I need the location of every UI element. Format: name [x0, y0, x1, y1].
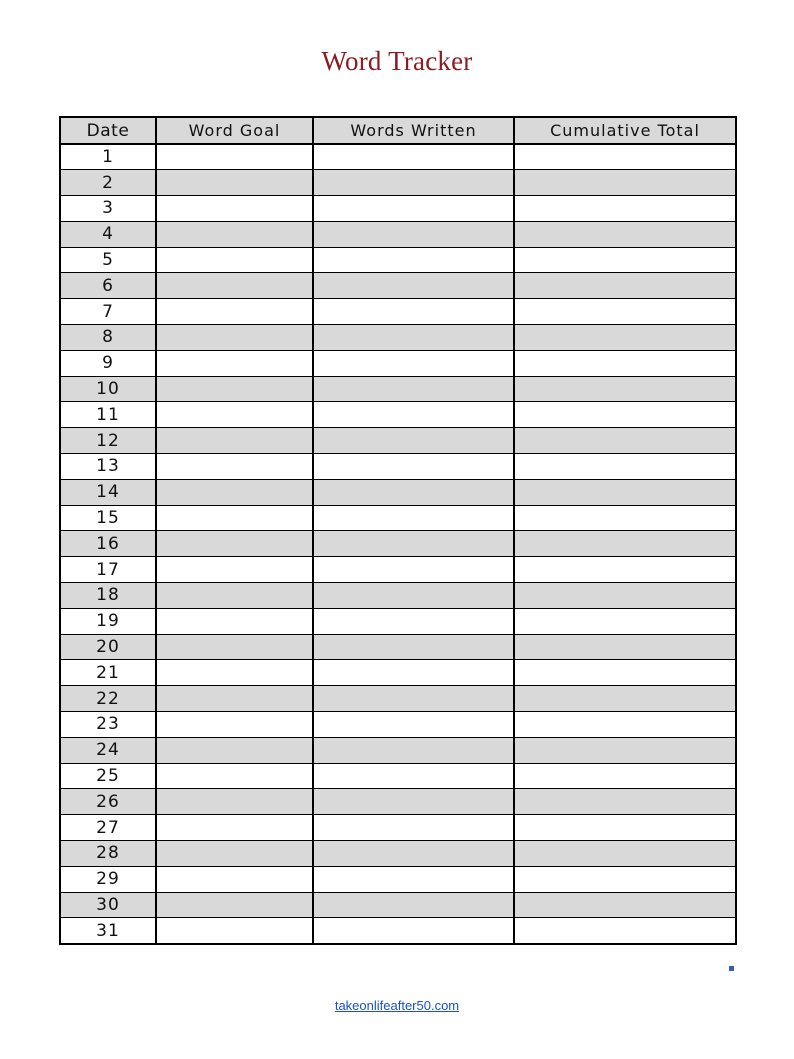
words-written-cell[interactable]: [313, 144, 514, 170]
date-cell: 31: [60, 918, 156, 944]
page-title: Word Tracker: [321, 46, 473, 76]
cumulative-total-cell[interactable]: [514, 299, 736, 325]
word-goal-cell[interactable]: [156, 557, 313, 583]
word-goal-cell[interactable]: [156, 841, 313, 867]
table-row: [60, 583, 736, 609]
cumulative-total-cell[interactable]: [514, 325, 736, 351]
table-row: [60, 454, 736, 480]
cumulative-total-cell[interactable]: [514, 815, 736, 841]
word-goal-cell[interactable]: [156, 660, 313, 686]
date-cell: 16: [60, 531, 156, 557]
table-row: [60, 608, 736, 634]
cumulative-total-cell[interactable]: [514, 221, 736, 247]
words-written-cell[interactable]: [313, 376, 514, 402]
date-cell: 6: [60, 273, 156, 299]
words-written-cell[interactable]: [313, 866, 514, 892]
table-row: [60, 686, 736, 712]
cumulative-total-cell[interactable]: [514, 531, 736, 557]
date-cell: 15: [60, 505, 156, 531]
words-written-cell[interactable]: [313, 583, 514, 609]
date-cell: 1: [60, 144, 156, 170]
words-written-cell[interactable]: [313, 789, 514, 815]
cumulative-total-cell[interactable]: [514, 505, 736, 531]
words-written-cell[interactable]: [313, 273, 514, 299]
date-cell: 21: [60, 660, 156, 686]
date-cell: 13: [60, 454, 156, 480]
word-goal-cell[interactable]: [156, 144, 313, 170]
word-goal-cell[interactable]: [156, 866, 313, 892]
date-cell: 5: [60, 247, 156, 273]
cumulative-total-cell[interactable]: [514, 196, 736, 222]
cumulative-total-cell[interactable]: [514, 918, 736, 944]
cumulative-total-cell[interactable]: [514, 454, 736, 480]
table-row: [60, 325, 736, 351]
words-written-cell[interactable]: [313, 196, 514, 222]
cumulative-total-cell[interactable]: [514, 660, 736, 686]
date-cell: 24: [60, 737, 156, 763]
words-written-cell[interactable]: [313, 505, 514, 531]
table-resize-handle: [729, 966, 734, 971]
cumulative-total-cell[interactable]: [514, 583, 736, 609]
words-written-cell[interactable]: [313, 479, 514, 505]
cumulative-total-cell[interactable]: [514, 144, 736, 170]
table-row: [60, 815, 736, 841]
word-goal-cell[interactable]: [156, 918, 313, 944]
date-cell: 25: [60, 763, 156, 789]
words-written-cell[interactable]: [313, 660, 514, 686]
word-goal-cell[interactable]: [156, 402, 313, 428]
word-goal-cell[interactable]: [156, 608, 313, 634]
cumulative-total-cell[interactable]: [514, 634, 736, 660]
word-goal-cell[interactable]: [156, 325, 313, 351]
words-written-cell[interactable]: [313, 350, 514, 376]
table-row: [60, 170, 736, 196]
table-row: [60, 531, 736, 557]
words-written-cell[interactable]: [313, 221, 514, 247]
date-cell: 7: [60, 299, 156, 325]
footer-website-link[interactable]: takeonlifeafter50.com: [334, 998, 460, 1013]
words-written-cell[interactable]: [313, 892, 514, 918]
table-row: [60, 634, 736, 660]
word-goal-cell[interactable]: [156, 686, 313, 712]
table-row: [60, 918, 736, 944]
date-cell: 3: [60, 196, 156, 222]
word-goal-cell[interactable]: [156, 350, 313, 376]
word-goal-cell[interactable]: [156, 454, 313, 480]
words-written-cell[interactable]: [313, 454, 514, 480]
column-header-cumulative-total: Cumulative Total: [514, 117, 736, 144]
table-row: [60, 221, 736, 247]
cumulative-total-cell[interactable]: [514, 350, 736, 376]
cumulative-total-cell[interactable]: [514, 712, 736, 738]
date-cell: 14: [60, 479, 156, 505]
words-written-cell[interactable]: [313, 918, 514, 944]
date-cell: 18: [60, 583, 156, 609]
words-written-cell[interactable]: [313, 634, 514, 660]
column-header-word-goal: Word Goal: [156, 117, 313, 144]
cumulative-total-cell[interactable]: [514, 247, 736, 273]
words-written-cell[interactable]: [313, 170, 514, 196]
date-cell: 2: [60, 170, 156, 196]
cumulative-total-cell[interactable]: [514, 686, 736, 712]
word-goal-cell[interactable]: [156, 815, 313, 841]
word-goal-cell[interactable]: [156, 583, 313, 609]
word-goal-cell[interactable]: [156, 789, 313, 815]
words-written-cell[interactable]: [313, 763, 514, 789]
word-goal-cell[interactable]: [156, 505, 313, 531]
table-row: [60, 789, 736, 815]
words-written-cell[interactable]: [313, 608, 514, 634]
words-written-cell[interactable]: [313, 712, 514, 738]
table-body: [60, 144, 736, 944]
table-row: [60, 273, 736, 299]
date-cell: 27: [60, 815, 156, 841]
cumulative-total-cell[interactable]: [514, 170, 736, 196]
word-goal-cell[interactable]: [156, 737, 313, 763]
word-goal-cell[interactable]: [156, 428, 313, 454]
word-goal-cell[interactable]: [156, 531, 313, 557]
date-cell: 17: [60, 557, 156, 583]
words-written-cell[interactable]: [313, 557, 514, 583]
date-cell: 4: [60, 221, 156, 247]
date-cell: 9: [60, 350, 156, 376]
words-written-cell[interactable]: [313, 247, 514, 273]
words-written-cell[interactable]: [313, 737, 514, 763]
words-written-cell[interactable]: [313, 531, 514, 557]
words-written-cell[interactable]: [313, 299, 514, 325]
table-row: [60, 247, 736, 273]
date-cell: 10: [60, 376, 156, 402]
table-row: [60, 505, 736, 531]
table-row: [60, 479, 736, 505]
date-cell: 20: [60, 634, 156, 660]
cumulative-total-cell[interactable]: [514, 789, 736, 815]
words-written-cell[interactable]: [313, 325, 514, 351]
words-written-cell[interactable]: [313, 815, 514, 841]
cumulative-total-cell[interactable]: [514, 273, 736, 299]
word-goal-cell[interactable]: [156, 479, 313, 505]
word-goal-cell[interactable]: [156, 299, 313, 325]
cumulative-total-cell[interactable]: [514, 608, 736, 634]
date-cell: 19: [60, 608, 156, 634]
table-row: [60, 737, 736, 763]
word-goal-cell[interactable]: [156, 892, 313, 918]
cumulative-total-cell[interactable]: [514, 737, 736, 763]
table-header-row: [60, 117, 736, 144]
word-goal-cell[interactable]: [156, 763, 313, 789]
word-goal-cell[interactable]: [156, 376, 313, 402]
date-cell: 26: [60, 789, 156, 815]
table-row: [60, 196, 736, 222]
words-written-cell[interactable]: [313, 841, 514, 867]
words-written-cell[interactable]: [313, 686, 514, 712]
table-row: [60, 350, 736, 376]
table-row: [60, 712, 736, 738]
word-goal-cell[interactable]: [156, 196, 313, 222]
date-cell: 22: [60, 686, 156, 712]
table-row: [60, 428, 736, 454]
table-row: [60, 376, 736, 402]
table-row: [60, 402, 736, 428]
cumulative-total-cell[interactable]: [514, 841, 736, 867]
cumulative-total-cell[interactable]: [514, 376, 736, 402]
word-goal-cell[interactable]: [156, 247, 313, 273]
cumulative-total-cell[interactable]: [514, 557, 736, 583]
cumulative-total-cell[interactable]: [514, 479, 736, 505]
table-row: [60, 660, 736, 686]
table-row: [60, 763, 736, 789]
date-cell: 23: [60, 712, 156, 738]
date-cell: 28: [60, 841, 156, 867]
cumulative-total-cell[interactable]: [514, 428, 736, 454]
word-goal-cell[interactable]: [156, 221, 313, 247]
table-row: [60, 866, 736, 892]
cumulative-total-cell[interactable]: [514, 402, 736, 428]
table-row: [60, 841, 736, 867]
table-row: [60, 299, 736, 325]
date-cell: 29: [60, 866, 156, 892]
column-header-words-written: Words Written: [313, 117, 514, 144]
cumulative-total-cell[interactable]: [514, 866, 736, 892]
table-row: [60, 892, 736, 918]
word-tracker-table: [59, 116, 737, 945]
table-row: [60, 144, 736, 170]
date-cell: 8: [60, 325, 156, 351]
word-goal-cell[interactable]: [156, 634, 313, 660]
cumulative-total-cell[interactable]: [514, 892, 736, 918]
word-goal-cell[interactable]: [156, 712, 313, 738]
table-row: [60, 557, 736, 583]
date-cell: 12: [60, 428, 156, 454]
cumulative-total-cell[interactable]: [514, 763, 736, 789]
words-written-cell[interactable]: [313, 428, 514, 454]
column-header-date: Date: [60, 117, 156, 144]
word-goal-cell[interactable]: [156, 170, 313, 196]
word-goal-cell[interactable]: [156, 273, 313, 299]
date-cell: 30: [60, 892, 156, 918]
words-written-cell[interactable]: [313, 402, 514, 428]
date-cell: 11: [60, 402, 156, 428]
